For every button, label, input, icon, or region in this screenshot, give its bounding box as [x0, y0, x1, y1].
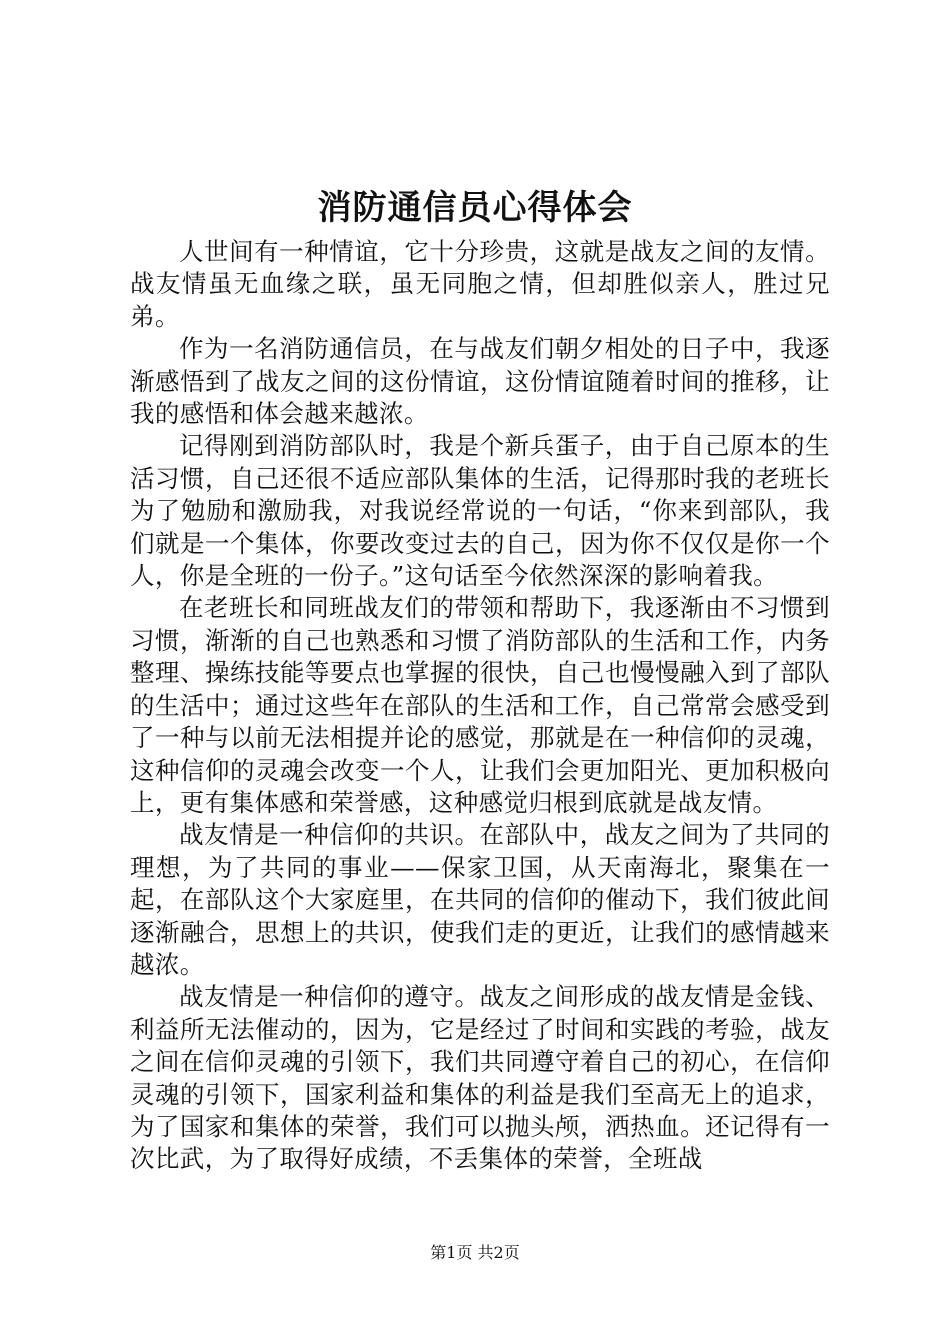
document-title: 消防通信员心得体会: [317, 188, 633, 228]
document-body: [130, 236, 830, 1176]
paragraph: 作为一名消防通信员，在与战友们朝夕相处的日子中，我逐渐感悟到了战友之间的这份情谊，这份情谊随着时间的推移，让我的感悟和体会越来越浓。: [130, 334, 830, 429]
paragraph: 在老班长和同班战友们的带领和帮助下，我逐渐由不习惯到习惯，渐渐的自己也熟悉和习惯了消防部队的生活和工作，内务整理、操练技能等要点也掌握的很快，自己也慢慢融入到了部队的生活中；通过这些年在部队的生活和工作，自己常常会感受到了一种与以前无法相提并论的感觉，那就是在一种信仰的灵魂，这种信仰的灵魂会改变一个人，让我们会更加阳光、更加积极向上，更有集体感和荣誉感，这种感觉归根到底就是战友情。: [130, 593, 830, 817]
paragraph: 战友情是一种信仰的遵守。战友之间形成的战友情是金钱、利益所无法催动的，因为，它是经过了时间和实践的考验，战友之间在信仰灵魂的引领下，我们共同遵守着自己的初心，在信仰灵魂的引领下，国家利益和集体的利益是我们至高无上的追求，为了国家和集体的荣誉，我们可以抛头颅，洒热血。还记得有一次比武，为了取得好成绩，不丢集体的荣誉，全班战: [130, 982, 830, 1174]
paragraph: 战友情是一种信仰的共识。在部队中，战友之间为了共同的理想，为了共同的事业——保家卫国，从天南海北，聚集在一起，在部队这个大家庭里，在共同的信仰的催动下，我们彼此间逐渐融合，思想上的共识，使我们走的更近，让我们的感情越来越浓。: [130, 820, 830, 979]
paragraph: 人世间有一种情谊，它十分珍贵，这就是战友之间的友情。战友情虽无血缘之联，虽无同胞之情，但却胜似亲人，胜过兄弟。: [130, 237, 830, 331]
page-footer: 第1页 共2页: [430, 1243, 520, 1262]
paragraph: 记得刚到消防部队时，我是个新兵蛋子，由于自己原本的生活习惯，自己还很不适应部队集体的生活，记得那时我的老班长为了勉励和激励我，对我说经常说的一句话，“你来到部队，我们就是一个集体，你要改变过去的自己，因为你不仅仅是你一个人，你是全班的一份子。”这句话至今依然深深的影响着我。: [130, 431, 830, 591]
